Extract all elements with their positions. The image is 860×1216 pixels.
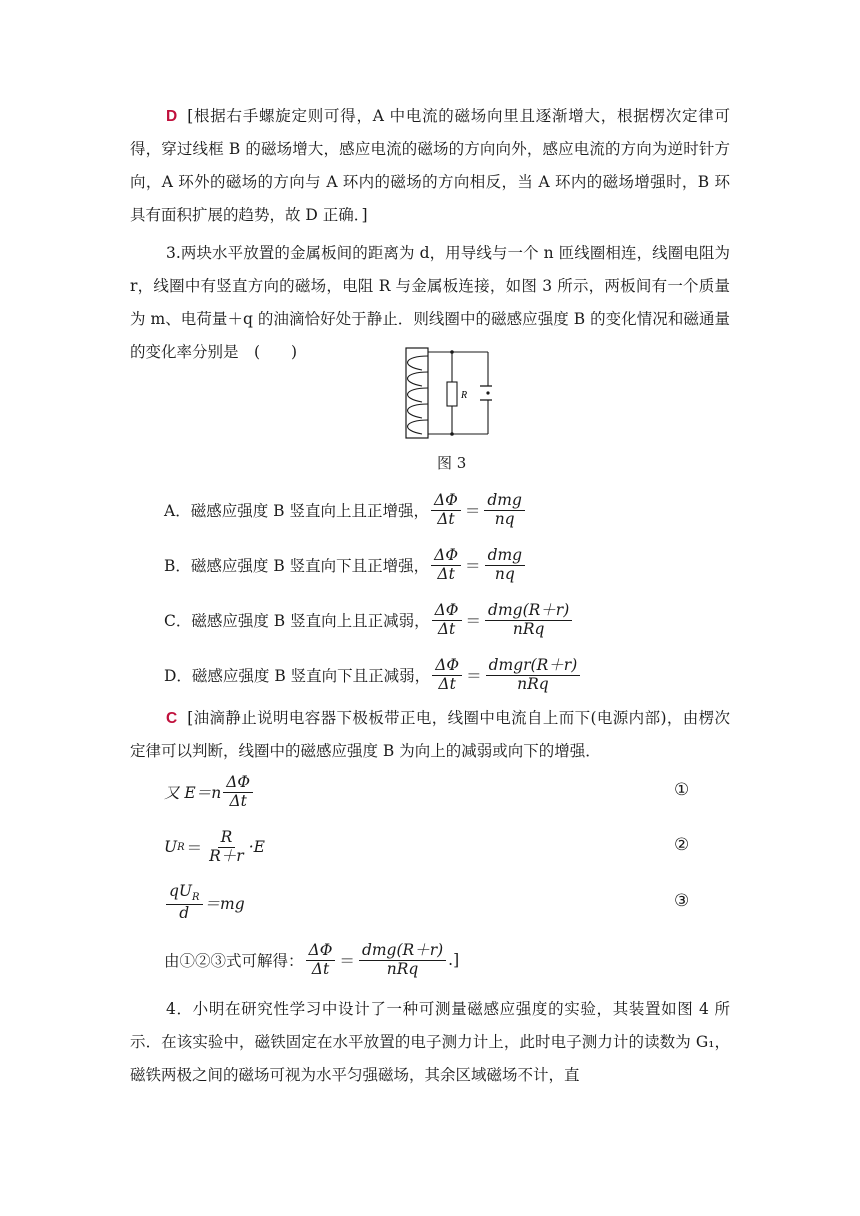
option-b-rhs-num: dmg: [485, 547, 526, 566]
equation-2: [164, 823, 265, 871]
equation-2-marker: ②: [674, 835, 690, 855]
option-d-rhs-den: nRq: [517, 674, 549, 693]
equation-2-num: R: [218, 829, 236, 848]
option-a-lhs-num: ΔΦ: [431, 492, 461, 511]
answer-2-letter: D: [166, 108, 178, 125]
option-b-text: B．磁感应强度 B 竖直向下且正增强，: [164, 557, 430, 575]
equation-2-symbol: U: [164, 838, 178, 856]
option-a-equals: ＝: [464, 502, 481, 520]
answer-3-letter: C: [166, 710, 178, 727]
answer-3-text: [油滴静止说明电容器下极板带正电，线圈中电流自上而下(电源内部)，由楞次定律可以判断，线圈中的磁感应强度 B 为向上的减弱或向下的增强．: [130, 709, 730, 760]
option-d: [164, 652, 582, 698]
option-b-lhs-den: Δt: [437, 564, 455, 583]
conclusion-text: 由①②③式可解得：: [164, 952, 304, 970]
option-c-rhs-num: dmg(R＋r): [485, 602, 572, 621]
option-c-equals: ＝: [465, 612, 482, 630]
equation-3-marker: ③: [674, 891, 690, 911]
circuit-wires: [428, 352, 488, 434]
option-a-rhs-num: dmg: [484, 492, 525, 511]
option-c-rhs-den: nRq: [512, 619, 545, 638]
equation-3-num: qU: [169, 882, 192, 901]
conclusion-equation: [164, 936, 459, 984]
option-c-text: C．磁感应强度 B 竖直向上且正减弱，: [164, 612, 430, 630]
option-c-lhs-den: Δt: [437, 619, 456, 638]
option-d-equals: ＝: [466, 667, 482, 685]
option-d-lhs-den: Δt: [438, 674, 456, 693]
conclusion-rhs-num: dmg(R＋r): [359, 942, 446, 961]
coil-windings: [408, 356, 428, 434]
equation-1-lhs: 又 E＝n: [164, 784, 222, 802]
conclusion-lhs-num: ΔΦ: [306, 942, 336, 961]
equation-3-num-subscript: R: [192, 892, 200, 904]
question-3-stem: 3.两块水平放置的金属板间的距离为 d，用导线与一个 n 匝线圈相连，线圈电阻为 r，线圈中有竖直方向的磁场，电阻 R 与金属板连接，如图 3 所示，两板间有一个质量为 m、电荷量＋q 的油滴恰好处于静止．则线圈中的磁感应强度 B 的变化情况和磁通量的变化率分别是 ( ): [130, 244, 730, 361]
resistor: [447, 382, 457, 406]
circuit-diagram-figure: [400, 346, 492, 440]
answer-2-text: [根据右手螺旋定则可得，A 中电流的磁场向里且逐渐增大，根据楞次定律可得，穿过线框 B 的磁场增大，感应电流的磁场的方向向外，感应电流的方向为逆时针方向，A 环外的磁场的方向与 A 环内的磁场的方向相反，当 A 环内的磁场增强时，B 环具有面积扩展的趋势，故 D 正确．]: [130, 107, 730, 224]
conclusion-equals: ＝: [339, 952, 355, 970]
question-4-stem: 4．小明在研究性学习中设计了一种可测量磁感应强度的实验，其装置如图 4 所示．在该实验中，磁铁固定在水平放置的电子测力计上，此时电子测力计的读数为 G₁，磁铁两极之间的磁场可视为水平匀强磁场，其余区域磁场不计，直: [130, 1000, 730, 1084]
answer-3-paragraph: [130, 702, 730, 768]
equation-3-rhs: ＝mg: [204, 895, 245, 913]
option-c-lhs-num: ΔΦ: [432, 602, 462, 621]
oil-drop: [486, 391, 489, 394]
option-b-rhs-den: nq: [494, 564, 515, 583]
answer-2-paragraph: [130, 100, 730, 232]
option-b: [164, 542, 527, 588]
conclusion-end: .]: [448, 951, 460, 969]
option-d-rhs-num: dmgr(R＋r): [486, 657, 581, 676]
option-a-rhs-den: nq: [494, 509, 515, 528]
option-d-text: D．磁感应强度 B 竖直向下且正减弱，: [164, 667, 431, 685]
conclusion-rhs-den: nRq: [386, 959, 419, 978]
conclusion-lhs-den: Δt: [311, 959, 330, 978]
option-a-text: A．磁感应强度 B 竖直向上且正增强，: [164, 502, 429, 520]
coil-core: [406, 348, 428, 438]
option-b-lhs-num: ΔΦ: [431, 547, 461, 566]
figure-3-caption: 图 3: [437, 454, 467, 472]
equation-1: [164, 768, 255, 816]
equation-1-den: Δt: [229, 791, 247, 810]
equation-2-den: R＋r: [209, 846, 244, 865]
equation-2-equals: ＝: [186, 839, 203, 857]
equation-1-num: ΔΦ: [223, 774, 253, 793]
option-a-lhs-den: Δt: [437, 509, 455, 528]
equation-3: [164, 879, 245, 927]
equation-2-tail: ·E: [248, 838, 265, 856]
option-b-equals: ＝: [465, 557, 481, 575]
option-a: [164, 487, 527, 533]
option-c: [164, 597, 574, 643]
resistor-label: R: [461, 390, 468, 401]
equation-1-marker: ①: [674, 780, 690, 800]
equation-2-subscript: R: [177, 841, 185, 853]
option-d-lhs-num: ΔΦ: [432, 657, 462, 676]
equation-3-den: d: [179, 903, 190, 922]
